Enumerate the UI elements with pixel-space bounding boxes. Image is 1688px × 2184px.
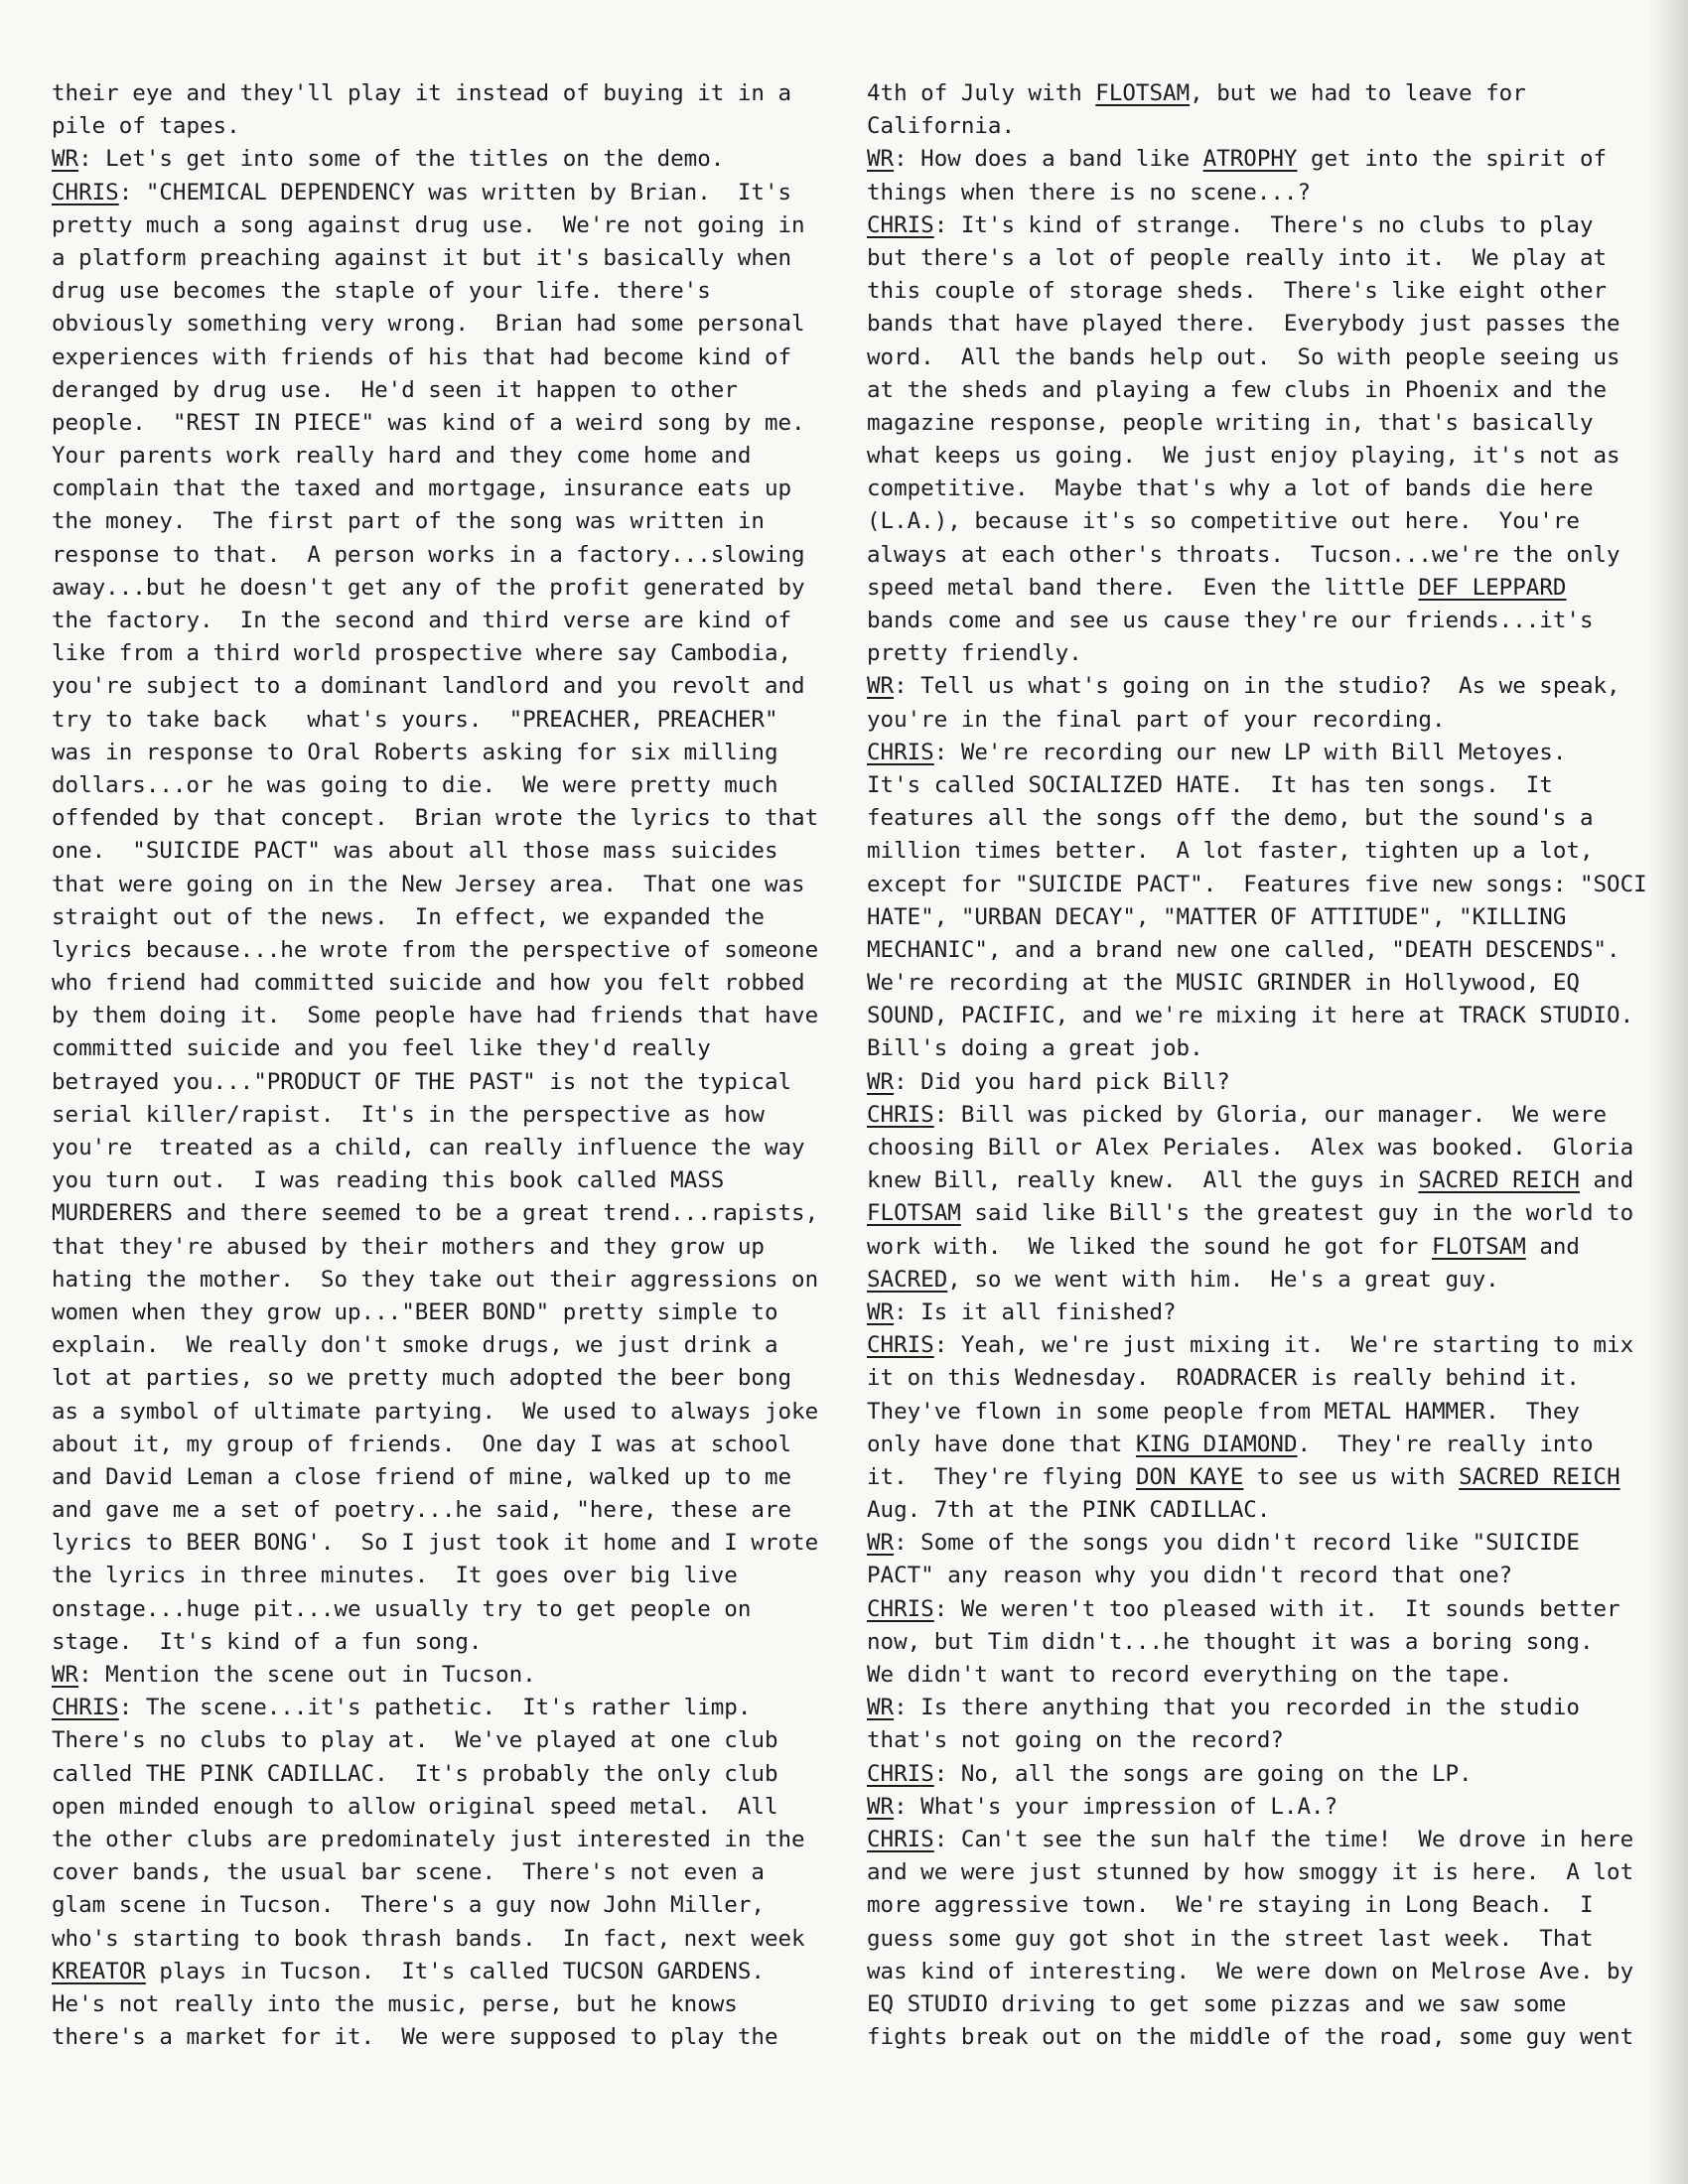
text-line [867, 670, 1636, 703]
text-segment: lot at parties, so we pretty much adopted the beer bong [52, 1365, 792, 1392]
underlined-name: WR [867, 1068, 895, 1095]
text-line [52, 308, 836, 341]
text-segment: you're treated as a child, can really influence the way [52, 1135, 805, 1160]
text-segment: except for "SUICIDE PACT". Features five new songs: "SOCI [867, 871, 1647, 897]
text-segment: called THE PINK CADILLAC. It's probably the only club [52, 1760, 778, 1787]
text-line [52, 143, 836, 176]
page-edge-shadow [1648, 0, 1688, 2184]
underlined-name: WR [867, 1298, 895, 1325]
text-line [867, 1758, 1636, 1791]
interview-column-left [52, 77, 836, 2054]
text-segment: and we were just stunned by how smoggy it is here. A lot [867, 1859, 1634, 1886]
text-line [52, 637, 836, 670]
text-line [867, 1231, 1636, 1264]
text-segment: : "CHEMICAL DEPENDENCY was written by Brian. It's [118, 179, 792, 205]
text-line [867, 605, 1636, 637]
underlined-name: CHRIS [867, 1826, 934, 1852]
underlined-name: DEF LEPPARD [1418, 574, 1567, 601]
text-segment: , but we had to leave for [1190, 80, 1526, 106]
text-line [52, 967, 836, 1000]
text-segment: get into the spirit of [1297, 146, 1608, 173]
text-segment: the money. The first part of the song was written in [52, 508, 765, 535]
text-segment: serial killer/rapist. It's in the perspective as how [52, 1101, 765, 1128]
text-line [867, 242, 1636, 275]
text-line [52, 1988, 836, 2021]
underlined-name: FLOTSAM [1095, 80, 1191, 106]
text-line [52, 769, 836, 802]
text-segment: word. All the bands help out. So with people seeing us [867, 343, 1620, 370]
text-line [52, 934, 836, 967]
text-segment: to see us with [1243, 1463, 1460, 1490]
text-segment: that were going on in the New Jersey area. That one was [52, 871, 805, 897]
text-line [867, 110, 1636, 143]
text-line [867, 1032, 1636, 1065]
underlined-name: SACRED REICH [1418, 1167, 1580, 1194]
underlined-name: WR [867, 673, 895, 700]
text-segment: : The scene...it's pathetic. It's rather limp. [118, 1695, 752, 1721]
text-segment: lyrics to BEER BONG'. So I just took it home and I wrote [52, 1530, 819, 1557]
text-segment: was kind of interesting. We were down on Melrose Ave. by [867, 1958, 1634, 1984]
text-segment: hating the mother. So they take out their aggressions on [52, 1266, 819, 1293]
text-segment: It's called SOCIALIZED HATE. It has ten songs. It [867, 771, 1553, 798]
text-line [867, 769, 1636, 802]
text-line [867, 869, 1647, 901]
text-segment: bands come and see us cause they're our friends...it's [867, 608, 1594, 633]
text-line [867, 275, 1636, 308]
text-line [867, 934, 1636, 967]
text-segment: things when there is no scene...? [867, 179, 1312, 205]
text-line [52, 670, 836, 703]
text-segment: you turn out. I was reading this book called MASS [52, 1167, 725, 1194]
text-line [52, 1066, 836, 1099]
text-segment: There's no clubs to play at. We've played at one club [52, 1727, 778, 1754]
text-line [867, 637, 1636, 670]
underlined-name: CHRIS [867, 1760, 934, 1787]
text-segment: experiences with friends of his that had become kind of [52, 343, 792, 370]
text-line [867, 1066, 1636, 1099]
text-segment: : We weren't too pleased with it. It sounds better [933, 1595, 1620, 1622]
text-segment: try to take back what's yours. "PREACHER, PREACHER" [52, 706, 778, 733]
text-line [52, 1032, 836, 1065]
text-segment: glam scene in Tucson. There's a guy now John Miller, [52, 1892, 765, 1919]
text-line [867, 1164, 1636, 1197]
text-segment: the factory. In the second and third verse are kind of [52, 608, 792, 633]
text-segment: bands that have played there. Everybody just passes the [867, 311, 1620, 338]
text-segment: We're recording at the MUSIC GRINDER in Hollywood, EQ [867, 970, 1580, 997]
text-segment: people. "REST IN PIECE" was kind of a weird song by me. [52, 409, 805, 436]
text-line [52, 802, 836, 835]
text-segment: Bill's doing a great job. [867, 1035, 1203, 1062]
text-line [867, 1593, 1636, 1626]
text-line [867, 539, 1636, 572]
text-line [52, 1132, 836, 1164]
text-segment: speed metal band there. Even the little [867, 574, 1419, 601]
text-line [52, 473, 836, 505]
text-segment: choosing Bill or Alex Periales. Alex was booked. Gloria [867, 1135, 1634, 1160]
text-segment: dollars...or he was going to die. We were pretty much [52, 771, 778, 798]
underlined-name: WR [867, 1530, 895, 1557]
underlined-name: FLOTSAM [1431, 1233, 1526, 1260]
text-segment: He's not really into the music, perse, but he knows [52, 1990, 738, 2017]
text-line [52, 1889, 836, 1922]
text-line [867, 901, 1636, 934]
text-segment: (L.A.), because it's so competitive out here. You're [867, 508, 1580, 535]
text-segment: fights break out on the middle of the road, some guy went [867, 2024, 1634, 2051]
underlined-name: CHRIS [867, 1332, 934, 1359]
text-segment: : Did you hard pick Bill? [894, 1068, 1230, 1095]
text-segment: as a symbol of ultimate partying. We used to always joke [52, 1398, 819, 1425]
text-line [52, 1231, 836, 1264]
text-segment: work with. We liked the sound he got for [867, 1233, 1432, 1260]
underlined-name: CHRIS [867, 1101, 934, 1128]
text-line [867, 802, 1636, 835]
text-line [867, 1461, 1636, 1494]
text-line [52, 1164, 836, 1197]
text-line [52, 1692, 836, 1724]
text-segment: said like Bill's the greatest guy in the world to [960, 1200, 1634, 1227]
text-segment: the other clubs are predominately just interested in the [52, 1826, 805, 1852]
underlined-name: CHRIS [867, 211, 934, 238]
text-line [52, 275, 836, 308]
text-line [867, 407, 1636, 440]
text-segment: features all the songs off the demo, but the sound's a [867, 805, 1594, 832]
text-segment: what keeps us going. We just enjoy playing, it's not as [867, 443, 1620, 470]
text-segment: explain. We really don't smoke drugs, we just drink a [52, 1332, 778, 1359]
text-line [52, 1329, 836, 1362]
text-segment: a platform preaching against it but it's basically when [52, 244, 792, 271]
text-line [867, 1000, 1636, 1032]
text-line [52, 869, 836, 901]
text-line [52, 1758, 836, 1791]
text-segment: knew Bill, really knew. All the guys in [867, 1167, 1419, 1194]
underlined-name: FLOTSAM [867, 1200, 961, 1227]
text-line [52, 1494, 836, 1527]
underlined-name: SACRED REICH [1459, 1463, 1620, 1490]
text-segment: like from a third world prospective where say Cambodia, [52, 640, 792, 667]
text-line [867, 1494, 1636, 1527]
text-line [52, 1659, 836, 1692]
text-segment: HATE", "URBAN DECAY", "MATTER OF ATTITUDE", "KILLING [867, 903, 1567, 930]
text-line [867, 1560, 1636, 1592]
text-line [52, 440, 836, 473]
text-line [867, 143, 1636, 176]
text-segment: and David Leman a close friend of mine, walked up to me [52, 1463, 792, 1490]
underlined-name: WR [52, 146, 79, 173]
text-line [867, 1132, 1636, 1164]
text-segment: you're subject to a dominant landlord and you revolt and [52, 673, 805, 700]
text-segment: EQ STUDIO driving to get some pizzas and we saw some [867, 1990, 1567, 2017]
text-segment: Aug. 7th at the PINK CADILLAC. [867, 1497, 1271, 1524]
text-segment: one. "SUICIDE PACT" was about all those mass suicides [52, 838, 778, 865]
text-segment: : Yeah, we're just mixing it. We're starting to mix [933, 1332, 1634, 1359]
underlined-name: CHRIS [867, 1595, 934, 1622]
text-line [867, 77, 1636, 110]
text-segment: by them doing it. Some people have had friends that have [52, 1003, 819, 1029]
text-segment: PACT" any reason why you didn't record that one? [867, 1563, 1513, 1589]
text-segment: was in response to Oral Roberts asking for six milling [52, 739, 778, 765]
text-line [867, 1264, 1636, 1297]
text-line [52, 1527, 836, 1560]
text-segment: We didn't want to record everything on the tape. [867, 1662, 1513, 1688]
text-line [52, 1791, 836, 1824]
text-segment: , so we went with him. He's a great guy. [947, 1266, 1499, 1293]
underlined-name: WR [867, 1695, 895, 1721]
text-segment: you're in the final part of your recording. [867, 706, 1446, 733]
underlined-name: CHRIS [52, 1695, 119, 1721]
text-line [867, 1956, 1636, 1988]
text-line [52, 1923, 836, 1956]
text-segment: : Mention the scene out in Tucson. [78, 1662, 536, 1688]
text-segment: and [1579, 1167, 1634, 1194]
text-segment: who friend had committed suicide and how you felt robbed [52, 970, 805, 997]
text-segment: : Is there anything that you recorded in the studio [894, 1695, 1580, 1721]
text-segment: obviously something very wrong. Brian had some personal [52, 311, 805, 338]
text-segment: onstage...huge pit...we usually try to get people on [52, 1595, 752, 1622]
text-segment: competitive. Maybe that's why a lot of bands die here [867, 476, 1594, 502]
text-line [52, 1724, 836, 1757]
text-line [52, 242, 836, 275]
text-segment: MECHANIC", and a brand new one called, "DEATH DESCENDS". [867, 936, 1620, 963]
underlined-name: DON KAYE [1135, 1463, 1244, 1490]
text-segment: about it, my group of friends. One day I was at school [52, 1431, 792, 1457]
text-line [867, 1692, 1636, 1724]
text-segment: drug use becomes the staple of your life. there's [52, 278, 711, 305]
text-segment: plays in Tucson. It's called TUCSON GARDENS. [145, 1958, 765, 1984]
text-segment: there's a market for it. We were supposed to play the [52, 2024, 778, 2051]
text-segment: away...but he doesn't get any of the profit generated by [52, 574, 805, 601]
text-line [52, 605, 836, 637]
text-line [52, 505, 836, 538]
text-line [52, 407, 836, 440]
text-line [867, 1329, 1636, 1362]
text-line [867, 1099, 1636, 1132]
text-line [867, 1297, 1636, 1329]
text-line [52, 177, 836, 209]
text-segment: women when they grow up..."BEER BOND" pretty simple to [52, 1298, 778, 1325]
text-segment: Your parents work really hard and they come home and [52, 443, 752, 470]
text-line [867, 704, 1636, 737]
text-line [52, 1956, 836, 1988]
text-line [52, 1593, 836, 1626]
interview-column-right [867, 77, 1647, 2054]
text-line [867, 1626, 1636, 1659]
text-line [52, 1297, 836, 1329]
text-line [52, 1362, 836, 1395]
text-segment: : Is it all finished? [894, 1298, 1177, 1325]
text-segment: pretty much a song against drug use. We're not going in [52, 211, 805, 238]
text-line [867, 572, 1636, 605]
text-segment: who's starting to book thrash bands. In fact, next week [52, 1925, 805, 1952]
text-segment: lyrics because...he wrote from the perspective of someone [52, 936, 819, 963]
text-segment: : How does a band like [894, 146, 1203, 173]
text-line [52, 1099, 836, 1132]
text-segment: stage. It's kind of a fun song. [52, 1628, 483, 1655]
text-line [52, 1396, 836, 1429]
text-line [52, 1626, 836, 1659]
text-segment: : What's your impression of L.A.? [894, 1793, 1338, 1820]
text-line [52, 374, 836, 407]
text-line [52, 1197, 836, 1230]
text-line [867, 209, 1636, 242]
text-segment: offended by that concept. Brian wrote the lyrics to that [52, 805, 819, 832]
text-segment: pretty friendly. [867, 640, 1082, 667]
text-line [867, 1923, 1636, 1956]
text-segment: the lyrics in three minutes. It goes over big live [52, 1563, 738, 1589]
underlined-name: KREATOR [52, 1958, 146, 1984]
text-segment: : Bill was picked by Gloria, our manager. We were [933, 1101, 1608, 1128]
text-line [867, 1362, 1636, 1395]
text-segment: : Tell us what's going on in the studio? As we speak, [894, 673, 1620, 700]
text-segment: : Let's get into some of the titles on the demo. [78, 146, 725, 173]
underlined-name: SACRED [867, 1266, 948, 1293]
text-segment: only have done that [867, 1431, 1136, 1457]
text-segment: : No, all the songs are going on the LP. [933, 1760, 1473, 1787]
text-line [867, 1988, 1636, 2021]
text-segment: their eye and they'll play it instead of buying it in a [52, 80, 792, 106]
text-line [867, 473, 1636, 505]
text-segment: it. They're flying [867, 1463, 1136, 1490]
text-line [867, 967, 1636, 1000]
text-segment: complain that the taxed and mortgage, insurance eats up [52, 476, 792, 502]
underlined-name: WR [867, 146, 895, 173]
text-segment: . They're really into [1297, 1431, 1594, 1457]
underlined-name: WR [867, 1793, 895, 1820]
text-line [52, 539, 836, 572]
text-line [52, 1000, 836, 1032]
text-segment: MURDERERS and there seemed to be a great trend...rapists, [52, 1200, 819, 1227]
text-line [867, 737, 1636, 769]
text-line [867, 1396, 1636, 1429]
text-line [867, 177, 1636, 209]
text-segment: cover bands, the usual bar scene. There's not even a [52, 1859, 765, 1886]
text-line [52, 1560, 836, 1592]
text-line [867, 1724, 1636, 1757]
text-line [867, 2021, 1636, 2054]
text-line [867, 1889, 1636, 1922]
text-line [52, 572, 836, 605]
text-segment: that's not going on the record? [867, 1727, 1284, 1754]
text-segment: betrayed you..."PRODUCT OF THE PAST" is not the typical [52, 1068, 792, 1095]
text-line [867, 505, 1636, 538]
text-segment: now, but Tim didn't...he thought it was a boring song. [867, 1628, 1594, 1655]
text-line [52, 1429, 836, 1461]
underlined-name: ATROPHY [1202, 146, 1298, 173]
text-segment: always at each other's throats. Tucson...we're the only [867, 541, 1620, 568]
text-segment: : It's kind of strange. There's no clubs to play [933, 211, 1594, 238]
text-segment: response to that. A person works in a factory...slowing [52, 541, 805, 568]
text-line [52, 835, 836, 868]
text-segment: : Some of the songs you didn't record like "SUICIDE [894, 1530, 1580, 1557]
underlined-name: CHRIS [867, 739, 934, 765]
text-line [867, 374, 1636, 407]
text-segment: They've flown in some people from METAL HAMMER. They [867, 1398, 1580, 1425]
text-line [867, 1659, 1636, 1692]
text-segment: straight out of the news. In effect, we expanded the [52, 903, 765, 930]
text-segment: guess some guy got shot in the street last week. That [867, 1925, 1594, 1952]
underlined-name: KING DIAMOND [1135, 1431, 1298, 1457]
text-line [52, 77, 836, 110]
text-line [867, 1824, 1636, 1856]
text-segment: more aggressive town. We're staying in Long Beach. I [867, 1892, 1594, 1919]
text-segment: committed suicide and you feel like they'd really [52, 1035, 711, 1062]
text-line [52, 1461, 836, 1494]
text-segment: at the sheds and playing a few clubs in Phoenix and the [867, 376, 1608, 403]
text-line [867, 308, 1636, 341]
text-line [867, 440, 1636, 473]
text-line [867, 1527, 1636, 1560]
text-segment: it on this Wednesday. ROADRACER is really behind it. [867, 1365, 1580, 1392]
text-line [867, 341, 1636, 374]
underlined-name: CHRIS [52, 179, 119, 205]
text-line [52, 737, 836, 769]
text-line [52, 2021, 836, 2054]
text-segment: but there's a lot of people really into it. We play at [867, 244, 1608, 271]
text-line [52, 341, 836, 374]
text-segment: : We're recording our new LP with Bill Metoyes. [933, 739, 1567, 765]
text-segment: magazine response, people writing in, that's basically [867, 409, 1594, 436]
text-line [867, 1856, 1636, 1889]
text-line [52, 1856, 836, 1889]
text-line [867, 1197, 1636, 1230]
text-line [52, 110, 836, 143]
text-segment: million times better. A lot faster, tighten up a lot, [867, 838, 1594, 865]
text-line [867, 1791, 1636, 1824]
underlined-name: WR [52, 1662, 79, 1688]
text-segment: open minded enough to allow original speed metal. All [52, 1793, 778, 1820]
text-line [867, 835, 1636, 868]
text-segment: deranged by drug use. He'd seen it happen to other [52, 376, 738, 403]
text-segment: and [1525, 1233, 1580, 1260]
text-segment: 4th of July with [867, 80, 1096, 106]
text-segment: that they're abused by their mothers and they grow up [52, 1233, 765, 1260]
text-segment: California. [867, 113, 1016, 140]
text-line [52, 1824, 836, 1856]
text-segment: and gave me a set of poetry...he said, "here, these are [52, 1497, 792, 1524]
text-line [867, 1429, 1636, 1461]
text-line [52, 209, 836, 242]
text-segment: SOUND, PACIFIC, and we're mixing it here at TRACK STUDIO. [867, 1003, 1634, 1029]
text-segment: pile of tapes. [52, 113, 240, 140]
text-line [52, 901, 836, 934]
text-segment: this couple of storage sheds. There's like eight other [867, 278, 1608, 305]
text-line [52, 704, 836, 737]
text-line [52, 1264, 836, 1297]
text-segment: : Can't see the sun half the time! We drove in here [933, 1826, 1634, 1852]
